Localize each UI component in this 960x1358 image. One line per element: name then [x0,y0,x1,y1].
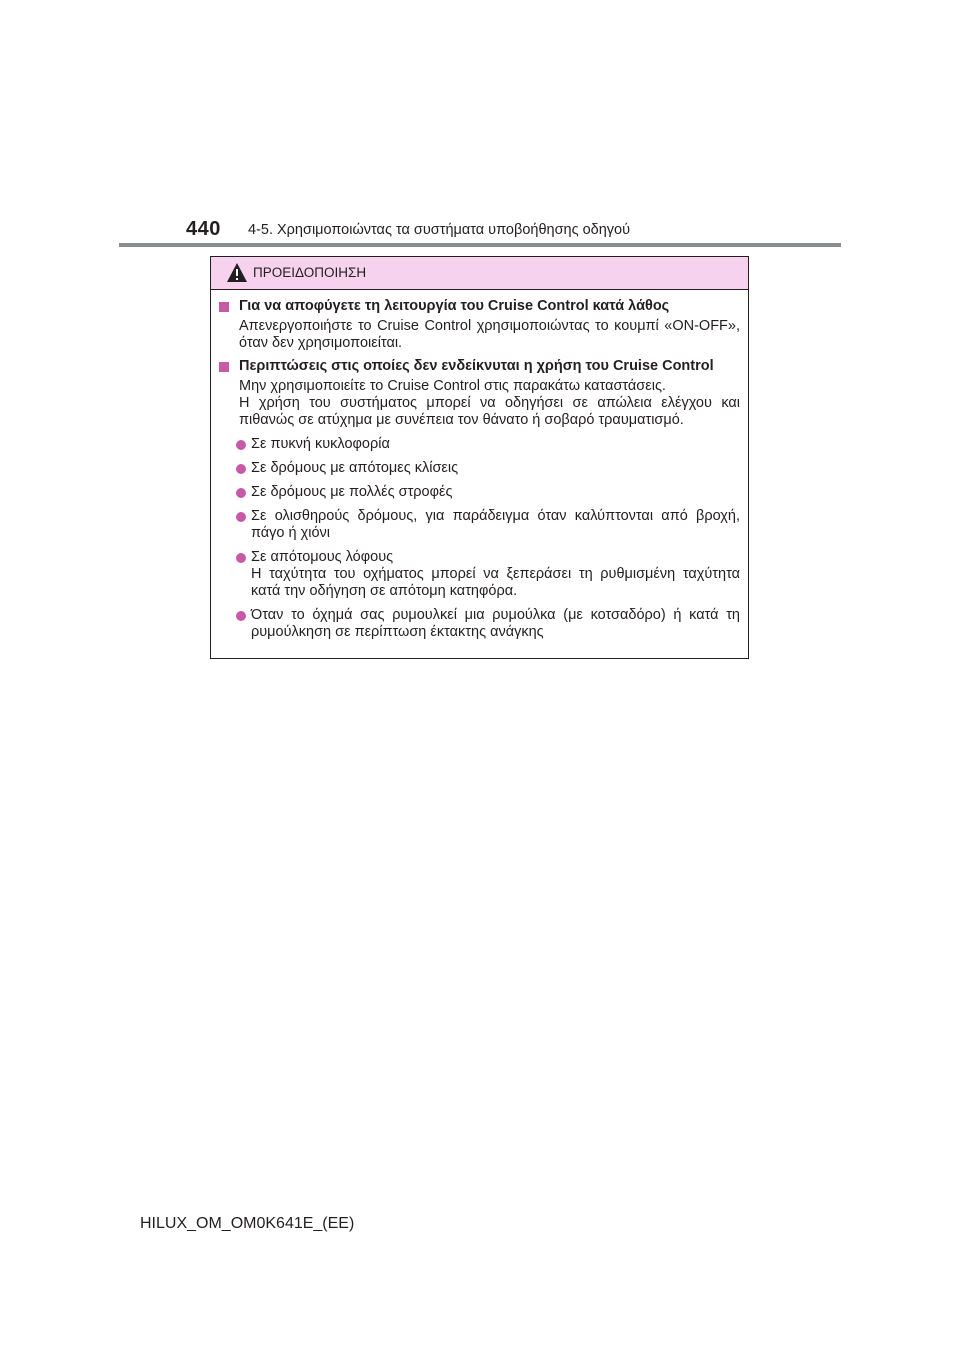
circle-bullet-icon [236,464,246,474]
paragraph: Μην χρησιμοποιείτε το Cruise Control στις παρακάτω καταστάσεις. [239,378,666,394]
circle-bullet-icon [236,488,246,498]
list-item [219,436,740,453]
section-heading-text: Για να αποφύγετε τη λειτουργία του Cruise Control κατά λάθος [239,298,670,314]
list-item-text: Σε ολισθηρούς δρόμους, για παράδειγμα όταν καλύπτονται από βροχή, πάγο ή χιόνι [251,508,740,541]
list-item [219,460,740,477]
circle-bullet-icon [236,553,246,563]
warning-box [210,256,749,659]
list-item [219,607,740,641]
paragraph: Απενεργοποιήστε το Cruise Control χρησιμοποιώντας το κουμπί «ON-OFF», όταν δεν χρησιμοποιείται. [239,318,740,351]
list-item-text: Σε δρόμους με απότομες κλίσεις [251,460,459,476]
list-item [219,508,740,542]
section-heading [219,358,740,375]
square-bullet-icon [219,302,229,312]
square-bullet-icon [219,362,229,372]
list-item [219,484,740,501]
warning-label: ΠΡΟΕΙΔΟΠΟΙΗΣΗ [253,265,367,280]
list-item-text: Σε δρόμους με πολλές στροφές [251,484,453,500]
circle-bullet-icon [236,611,246,621]
section-heading-text: Περιπτώσεις στις οποίες δεν ενδείκνυται η χρήση του Cruise Control [239,358,714,374]
header-rule [119,243,841,247]
list-item-detail: Η ταχύτητα του οχήματος μπορεί να ξεπεράσει τη ρυθμισμένη ταχύτητα κατά την οδήγηση σε απότομη κατηφόρα. [251,566,740,599]
section-heading [219,298,740,315]
list-item-text: Σε απότομους λόφους [251,549,394,565]
warning-triangle-icon [226,262,248,283]
document-code: HILUX_OM_OM0K641E_(EE) [140,1215,355,1232]
section-title: 4-5. Χρησιμοποιώντας τα συστήματα υποβοήθησης οδηγού [248,222,631,238]
circle-bullet-icon [236,440,246,450]
page-number: 440 [186,218,221,240]
paragraph: Η χρήση του συστήματος μπορεί να οδηγήσει σε απώλεια ελέγχου και πιθανώς σε ατύχημα με συνέπεια τον θάνατο ή σοβαρό τραυματισμό. [239,395,740,428]
list-item [219,549,740,600]
list-item-text: Σε πυκνή κυκλοφορία [251,436,390,452]
warning-body [211,290,748,641]
circle-bullet-icon [236,512,246,522]
list-item-text: Όταν το όχημά σας ρυμουλκεί μια ρυμούλκα (με κοτσαδόρο) ή κατά τη ρυμούλκηση σε περίπτωση έκτακτης ανάγκης [251,607,740,640]
warning-header [211,257,748,290]
